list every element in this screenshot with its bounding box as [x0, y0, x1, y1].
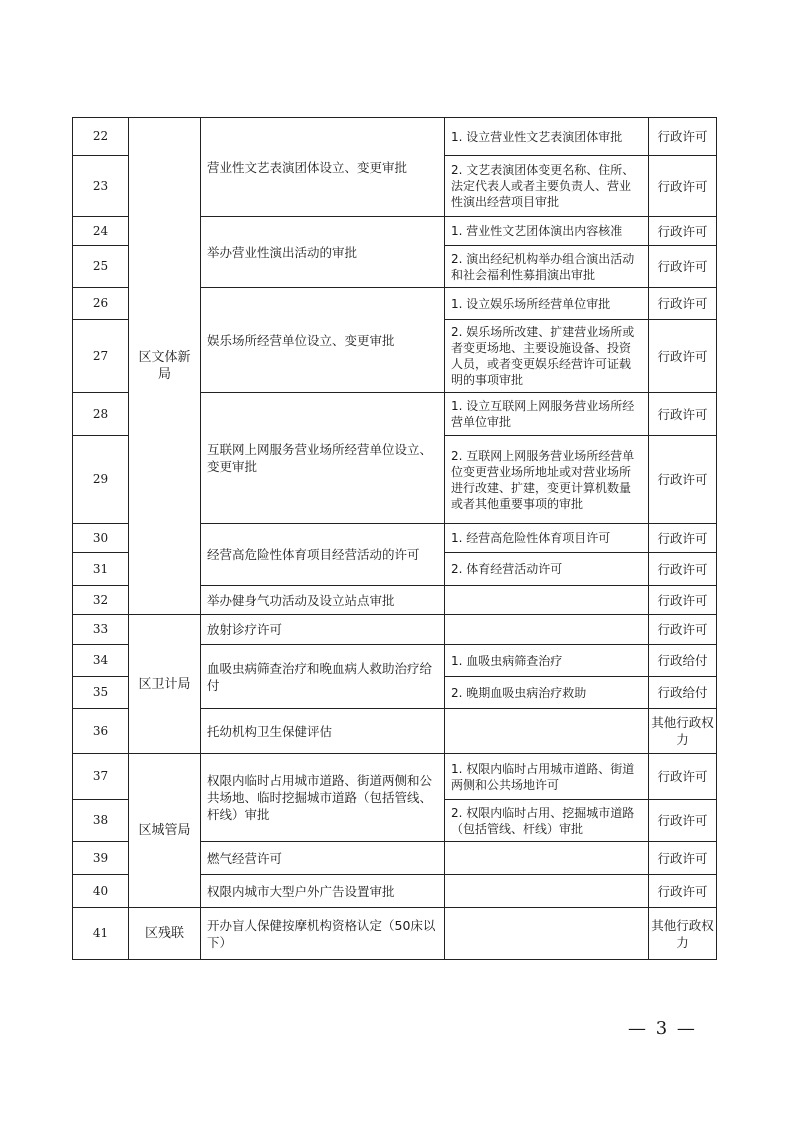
sub-item-cell	[445, 709, 649, 754]
category-cell: 行政许可	[649, 553, 717, 586]
row-number: 22	[73, 118, 129, 156]
item-name-cell: 娱乐场所经营单位设立、变更审批	[201, 288, 445, 393]
sub-item-cell: 2. 晚期血吸虫病治疗救助	[445, 677, 649, 709]
row-number: 33	[73, 615, 129, 645]
item-name-cell: 互联网上网服务营业场所经营单位设立、变更审批	[201, 393, 445, 524]
row-number: 37	[73, 754, 129, 800]
category-cell: 行政许可	[649, 156, 717, 217]
permission-table	[72, 117, 717, 960]
category-cell: 行政许可	[649, 118, 717, 156]
sub-item-cell	[445, 842, 649, 875]
row-number: 27	[73, 320, 129, 393]
item-name-cell: 权限内临时占用城市道路、街道两侧和公共场地、临时挖掘城市道路（包括管线、杆线）审批	[201, 754, 445, 842]
item-name-cell: 举办营业性演出活动的审批	[201, 217, 445, 288]
sub-item-cell: 1. 设立营业性文艺表演团体审批	[445, 118, 649, 156]
table-row	[73, 615, 717, 645]
sub-item-cell: 1. 血吸虫病筛查治疗	[445, 645, 649, 677]
row-number: 39	[73, 842, 129, 875]
sub-item-cell: 1. 营业性文艺团体演出内容核准	[445, 217, 649, 246]
row-number: 29	[73, 436, 129, 524]
category-cell: 行政许可	[649, 842, 717, 875]
item-name-cell: 权限内城市大型户外广告设置审批	[201, 875, 445, 908]
category-cell: 行政许可	[649, 615, 717, 645]
item-name-cell: 经营高危险性体育项目经营活动的许可	[201, 524, 445, 586]
category-cell: 其他行政权力	[649, 709, 717, 754]
category-cell: 行政许可	[649, 875, 717, 908]
department-cell: 区文体新局	[129, 118, 201, 615]
item-name-cell: 营业性文艺表演团体设立、变更审批	[201, 118, 445, 217]
page-number: — 3 —	[628, 1018, 697, 1039]
row-number: 34	[73, 645, 129, 677]
row-number: 24	[73, 217, 129, 246]
row-number: 25	[73, 246, 129, 288]
sub-item-cell: 1. 经营高危险性体育项目许可	[445, 524, 649, 553]
category-cell: 行政许可	[649, 217, 717, 246]
category-cell: 行政许可	[649, 436, 717, 524]
row-number: 23	[73, 156, 129, 217]
category-cell: 行政许可	[649, 754, 717, 800]
department-cell: 区卫计局	[129, 615, 201, 754]
row-number: 31	[73, 553, 129, 586]
category-cell: 行政许可	[649, 320, 717, 393]
category-cell: 其他行政权力	[649, 908, 717, 960]
item-name-cell: 开办盲人保健按摩机构资格认定（50床以下）	[201, 908, 445, 960]
item-name-cell: 血吸虫病筛查治疗和晚血病人救助治疗给付	[201, 645, 445, 709]
department-cell: 区城管局	[129, 754, 201, 908]
sub-item-cell: 2. 权限内临时占用、挖掘城市道路（包括管线、杆线）审批	[445, 800, 649, 842]
category-cell: 行政许可	[649, 800, 717, 842]
category-cell: 行政许可	[649, 586, 717, 615]
item-name-cell: 托幼机构卫生保健评估	[201, 709, 445, 754]
category-cell: 行政许可	[649, 393, 717, 436]
sub-item-cell: 2. 体育经营活动许可	[445, 553, 649, 586]
row-number: 36	[73, 709, 129, 754]
item-name-cell: 燃气经营许可	[201, 842, 445, 875]
row-number: 32	[73, 586, 129, 615]
row-number: 40	[73, 875, 129, 908]
table-row	[73, 118, 717, 156]
row-number: 26	[73, 288, 129, 320]
sub-item-cell: 1. 设立互联网上网服务营业场所经营单位审批	[445, 393, 649, 436]
category-cell: 行政许可	[649, 288, 717, 320]
table-row	[73, 754, 717, 800]
row-number: 41	[73, 908, 129, 960]
sub-item-cell: 1. 设立娱乐场所经营单位审批	[445, 288, 649, 320]
item-name-cell: 举办健身气功活动及设立站点审批	[201, 586, 445, 615]
sub-item-cell	[445, 586, 649, 615]
sub-item-cell: 1. 权限内临时占用城市道路、街道两侧和公共场地许可	[445, 754, 649, 800]
row-number: 30	[73, 524, 129, 553]
sub-item-cell	[445, 875, 649, 908]
item-name-cell: 放射诊疗许可	[201, 615, 445, 645]
sub-item-cell: 2. 娱乐场所改建、扩建营业场所或者变更场地、主要设施设备、投资人员，或者变更娱乐经营许可证载明的事项审批	[445, 320, 649, 393]
row-number: 38	[73, 800, 129, 842]
category-cell: 行政许可	[649, 524, 717, 553]
table-row	[73, 908, 717, 960]
sub-item-cell	[445, 615, 649, 645]
sub-item-cell: 2. 互联网上网服务营业场所经营单位变更营业场所地址或对营业场所进行改建、扩建，变更计算机数量或者其他重要事项的审批	[445, 436, 649, 524]
row-number: 28	[73, 393, 129, 436]
department-cell: 区残联	[129, 908, 201, 960]
sub-item-cell: 2. 文艺表演团体变更名称、住所、法定代表人或者主要负责人、营业性演出经营项目审批	[445, 156, 649, 217]
category-cell: 行政给付	[649, 645, 717, 677]
sub-item-cell: 2. 演出经纪机构举办组合演出活动和社会福利性募捐演出审批	[445, 246, 649, 288]
category-cell: 行政许可	[649, 246, 717, 288]
row-number: 35	[73, 677, 129, 709]
category-cell: 行政给付	[649, 677, 717, 709]
sub-item-cell	[445, 908, 649, 960]
